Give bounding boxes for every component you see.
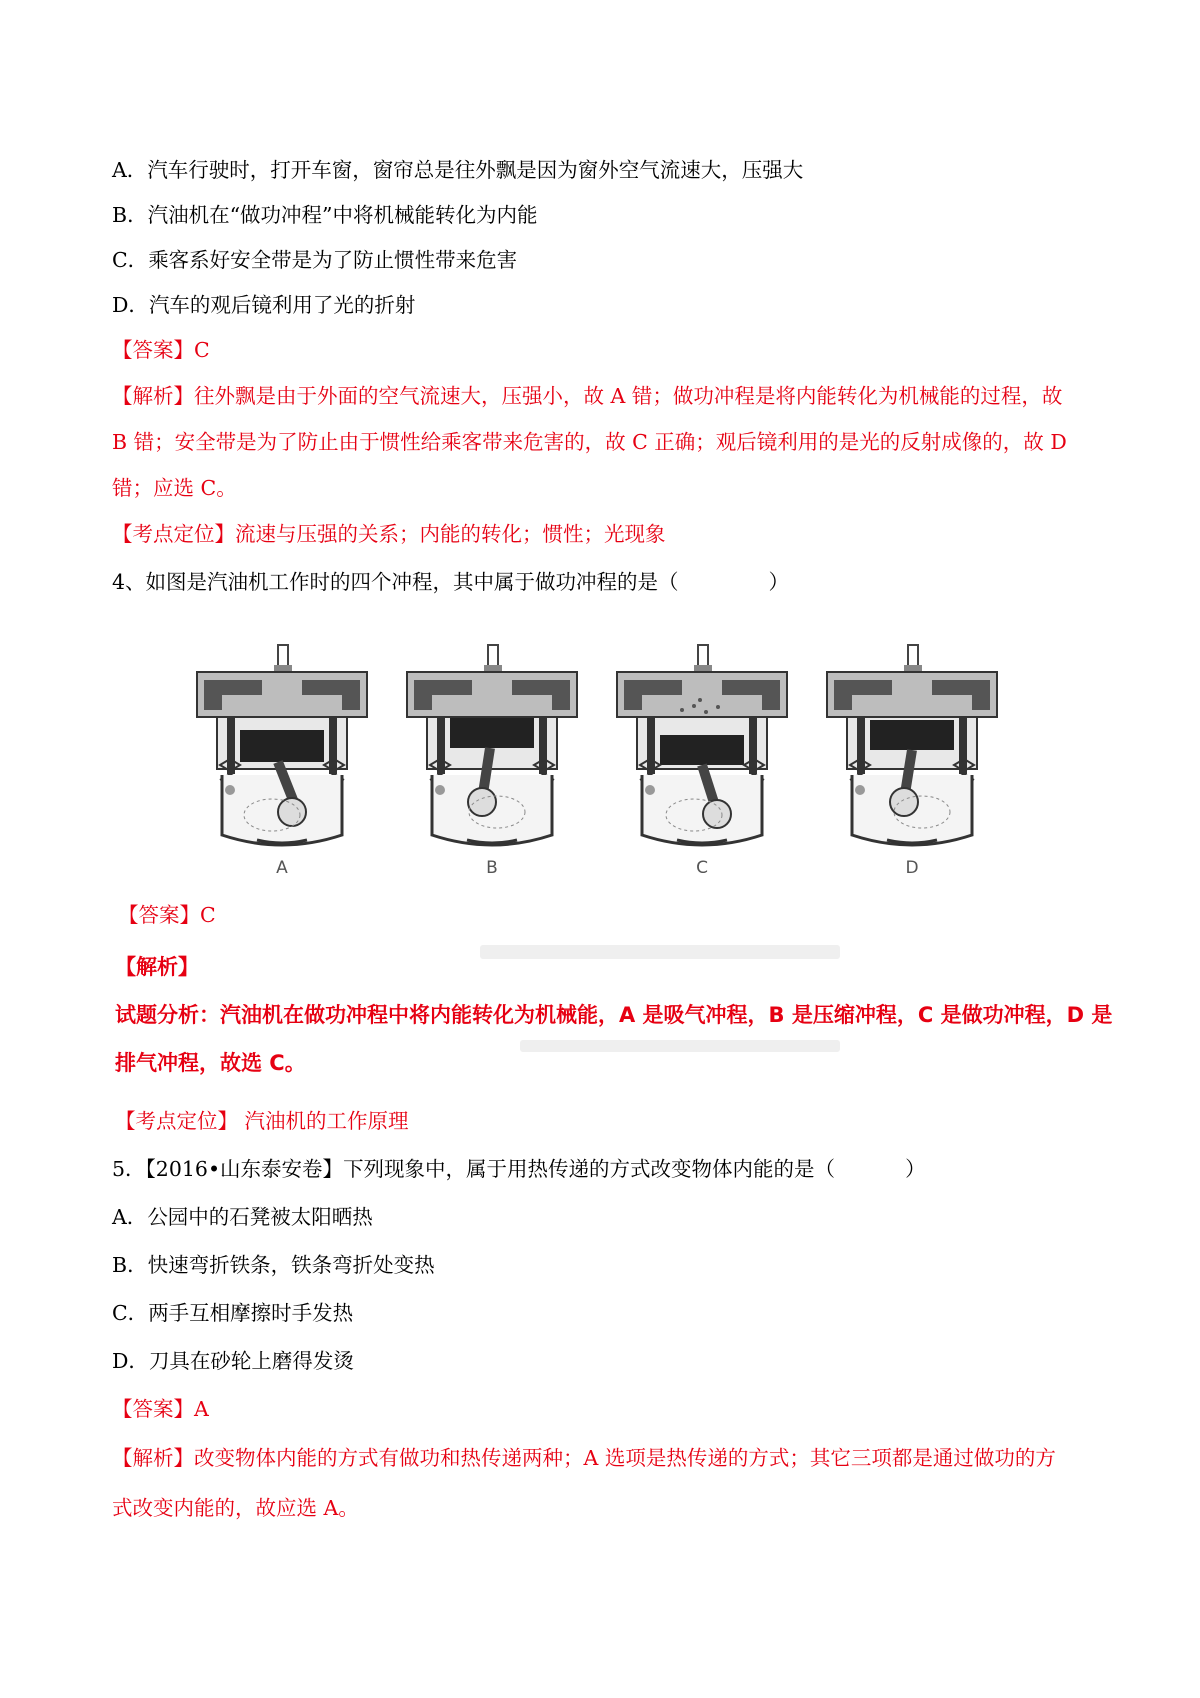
q3-analysis-line3: 错；应选 C。 xyxy=(112,476,237,500)
q5-stem: 5．【2016•山东泰安卷】下列现象中，属于用热传递的方式改变物体内能的是（ ） xyxy=(112,1157,926,1181)
engine-label-a: A xyxy=(276,858,288,878)
engine-label-d: D xyxy=(905,858,919,878)
q3-option-a: A．汽车行驶时，打开车窗，窗帘总是往外飘是因为窗外空气流速大，压强大 xyxy=(112,158,804,182)
q3-analysis-line1: 【解析】往外飘是由于外面的空气流速大，压强小，故 A 错；做功冲程是将内能转化为机械能的过程，故 xyxy=(112,384,1063,408)
q3-analysis-line2: B 错；安全带是为了防止由于惯性给乘客带来危害的，故 C 正确；观后镜利用的是光的反射成像的，故 D xyxy=(112,430,1067,454)
q5-analysis-line2: 式改变内能的，故应选 A。 xyxy=(112,1496,359,1520)
q4-answer: 【答案】C xyxy=(118,903,216,927)
engine-diagram-a xyxy=(192,640,387,885)
q4-analysis-line2: 排气冲程，故选 C。 xyxy=(115,1051,306,1075)
q5-option-a: A．公园中的石凳被太阳晒热 xyxy=(112,1205,373,1229)
q5-option-b: B．快速弯折铁条，铁条弯折处变热 xyxy=(112,1253,435,1277)
q3-option-b: B．汽油机在“做功冲程”中将机械能转化为内能 xyxy=(112,203,538,227)
engine-diagram-b xyxy=(402,640,597,885)
q3-key-point: 【考点定位】流速与压强的关系；内能的转化；惯性；光现象 xyxy=(112,522,666,546)
q4-analysis-tag: 【解析】 xyxy=(115,955,199,979)
engine-label-b: B xyxy=(486,858,498,878)
q4-analysis-line1: 试题分析：汽油机在做功冲程中将内能转化为机械能，A 是吸气冲程，B 是压缩冲程，C 是做功冲程，D 是 xyxy=(115,1003,1113,1027)
q5-analysis-line1: 【解析】改变物体内能的方式有做功和热传递两种；A 选项是热传递的方式；其它三项都是通过做功的方 xyxy=(112,1446,1056,1470)
q5-answer: 【答案】A xyxy=(112,1397,209,1421)
q4-stem: 4、如图是汽油机工作时的四个冲程，其中属于做功冲程的是（ ） xyxy=(112,570,790,594)
q3-option-c: C．乘客系好安全带是为了防止惯性带来危害 xyxy=(112,248,518,272)
q5-option-c: C．两手互相摩擦时手发热 xyxy=(112,1301,354,1325)
q4-key-point: 【考点定位】 汽油机的工作原理 xyxy=(115,1109,409,1133)
engine-diagram-c xyxy=(612,640,807,885)
engine-label-c: C xyxy=(696,858,708,878)
engine-strokes-figure xyxy=(192,640,1032,885)
q5-option-d: D．刀具在砂轮上磨得发烫 xyxy=(112,1349,354,1373)
engine-diagram-d xyxy=(822,640,1017,885)
q3-option-d: D．汽车的观后镜利用了光的折射 xyxy=(112,293,416,317)
q3-answer: 【答案】C xyxy=(112,338,210,362)
